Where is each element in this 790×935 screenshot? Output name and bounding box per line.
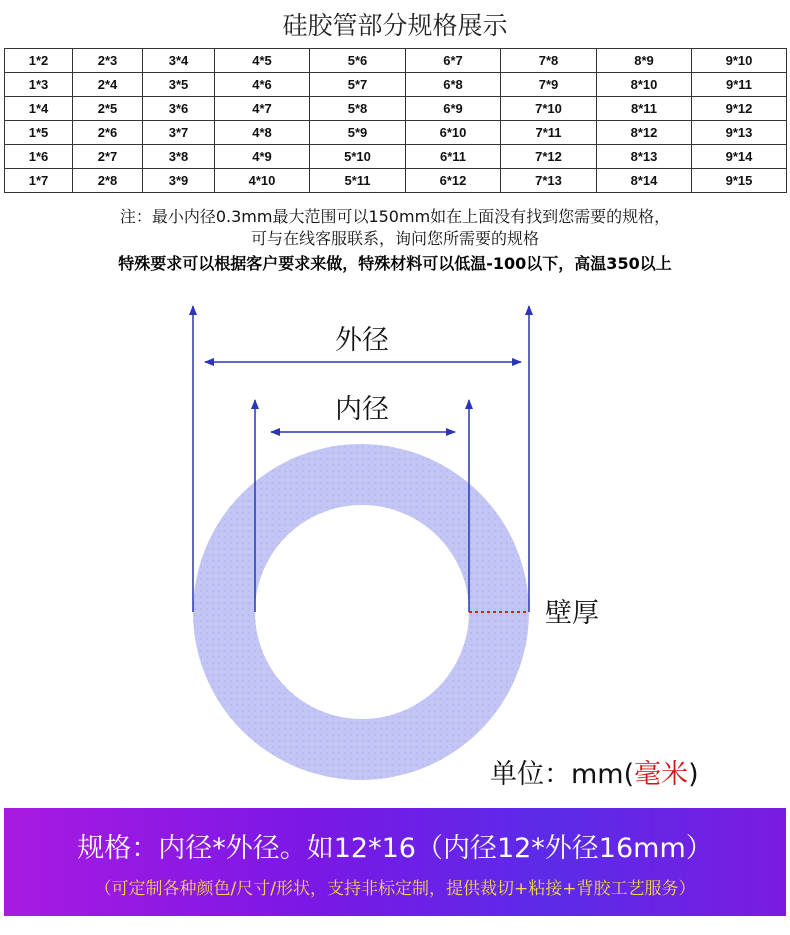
table-cell: 9*15 <box>692 169 787 193</box>
table-cell: 2*5 <box>73 97 143 121</box>
note-line-1: 注：最小内径0.3mm最大范围可以150mm如在上面没有找到您需要的规格， <box>119 207 671 226</box>
table-cell: 6*10 <box>406 121 501 145</box>
table-cell: 1*2 <box>5 49 73 73</box>
table-cell: 7*11 <box>501 121 597 145</box>
tube-diagram <box>0 290 790 790</box>
table-cell: 3*5 <box>143 73 215 97</box>
table-cell: 7*10 <box>501 97 597 121</box>
table-cell: 5*6 <box>310 49 406 73</box>
table-cell: 4*5 <box>215 49 310 73</box>
table-cell: 1*4 <box>5 97 73 121</box>
table-row <box>5 145 787 169</box>
table-cell: 8*10 <box>597 73 692 97</box>
table-cell: 5*10 <box>310 145 406 169</box>
table-cell: 7*8 <box>501 49 597 73</box>
spec-banner <box>4 808 786 916</box>
table-cell: 7*9 <box>501 73 597 97</box>
tube-ring <box>193 444 529 780</box>
table-cell: 9*12 <box>692 97 787 121</box>
table-cell: 8*11 <box>597 97 692 121</box>
table-cell: 6*11 <box>406 145 501 169</box>
table-row <box>5 49 787 73</box>
table-cell: 2*7 <box>73 145 143 169</box>
table-cell: 9*13 <box>692 121 787 145</box>
table-cell: 9*10 <box>692 49 787 73</box>
table-cell: 8*12 <box>597 121 692 145</box>
table-cell: 3*9 <box>143 169 215 193</box>
table-cell: 6*8 <box>406 73 501 97</box>
table-cell: 7*12 <box>501 145 597 169</box>
table-cell: 2*8 <box>73 169 143 193</box>
table-cell: 4*7 <box>215 97 310 121</box>
table-cell: 3*7 <box>143 121 215 145</box>
table-cell: 1*6 <box>5 145 73 169</box>
table-cell: 2*4 <box>73 73 143 97</box>
table-cell: 1*5 <box>5 121 73 145</box>
table-cell: 6*9 <box>406 97 501 121</box>
table-cell: 2*6 <box>73 121 143 145</box>
page-title: 硅胶管部分规格展示 <box>282 11 508 40</box>
table-cell: 5*11 <box>310 169 406 193</box>
table-cell: 3*8 <box>143 145 215 169</box>
inner-diameter-label: 内径 <box>335 394 389 425</box>
table-cell: 5*8 <box>310 97 406 121</box>
table-cell: 3*6 <box>143 97 215 121</box>
table-cell: 4*8 <box>215 121 310 145</box>
unit-prefix: 单位：mm( <box>490 759 635 790</box>
note-line-2: 可与在线客服联系，询问您所需要的规格 <box>250 229 539 248</box>
table-cell: 8*13 <box>597 145 692 169</box>
table-cell: 6*12 <box>406 169 501 193</box>
note-line-3: 特殊要求可以根据客户要求来做，特殊材料可以低温-100以下，高温350以上 <box>118 254 672 273</box>
table-row <box>5 73 787 97</box>
table-cell: 7*13 <box>501 169 597 193</box>
table-row <box>5 97 787 121</box>
banner-main-text: 规格：内径*外径。如12*16（内径12*外径16mm） <box>77 833 713 864</box>
table-cell: 5*7 <box>310 73 406 97</box>
banner-sub-text: （可定制各种颜色/尺寸/形状，支持非标定制，提供裁切+粘接+背胶工艺服务） <box>94 879 696 899</box>
outer-diameter-label: 外径 <box>335 325 389 356</box>
table-cell: 8*14 <box>597 169 692 193</box>
table-cell: 4*10 <box>215 169 310 193</box>
table-cell: 1*3 <box>5 73 73 97</box>
table-cell: 2*3 <box>73 49 143 73</box>
table-cell: 8*9 <box>597 49 692 73</box>
spec-table <box>4 48 787 193</box>
table-cell: 6*7 <box>406 49 501 73</box>
table-cell: 4*6 <box>215 73 310 97</box>
table-cell: 5*9 <box>310 121 406 145</box>
wall-thickness-label: 壁厚 <box>545 598 599 629</box>
table-row <box>5 121 787 145</box>
table-cell: 9*11 <box>692 73 787 97</box>
table-cell: 9*14 <box>692 145 787 169</box>
unit-label <box>490 752 699 791</box>
table-cell: 4*9 <box>215 145 310 169</box>
unit-suffix: ) <box>688 759 699 790</box>
unit-red: 毫米 <box>634 759 689 790</box>
table-cell: 3*4 <box>143 49 215 73</box>
table-cell: 1*7 <box>5 169 73 193</box>
table-row <box>5 169 787 193</box>
